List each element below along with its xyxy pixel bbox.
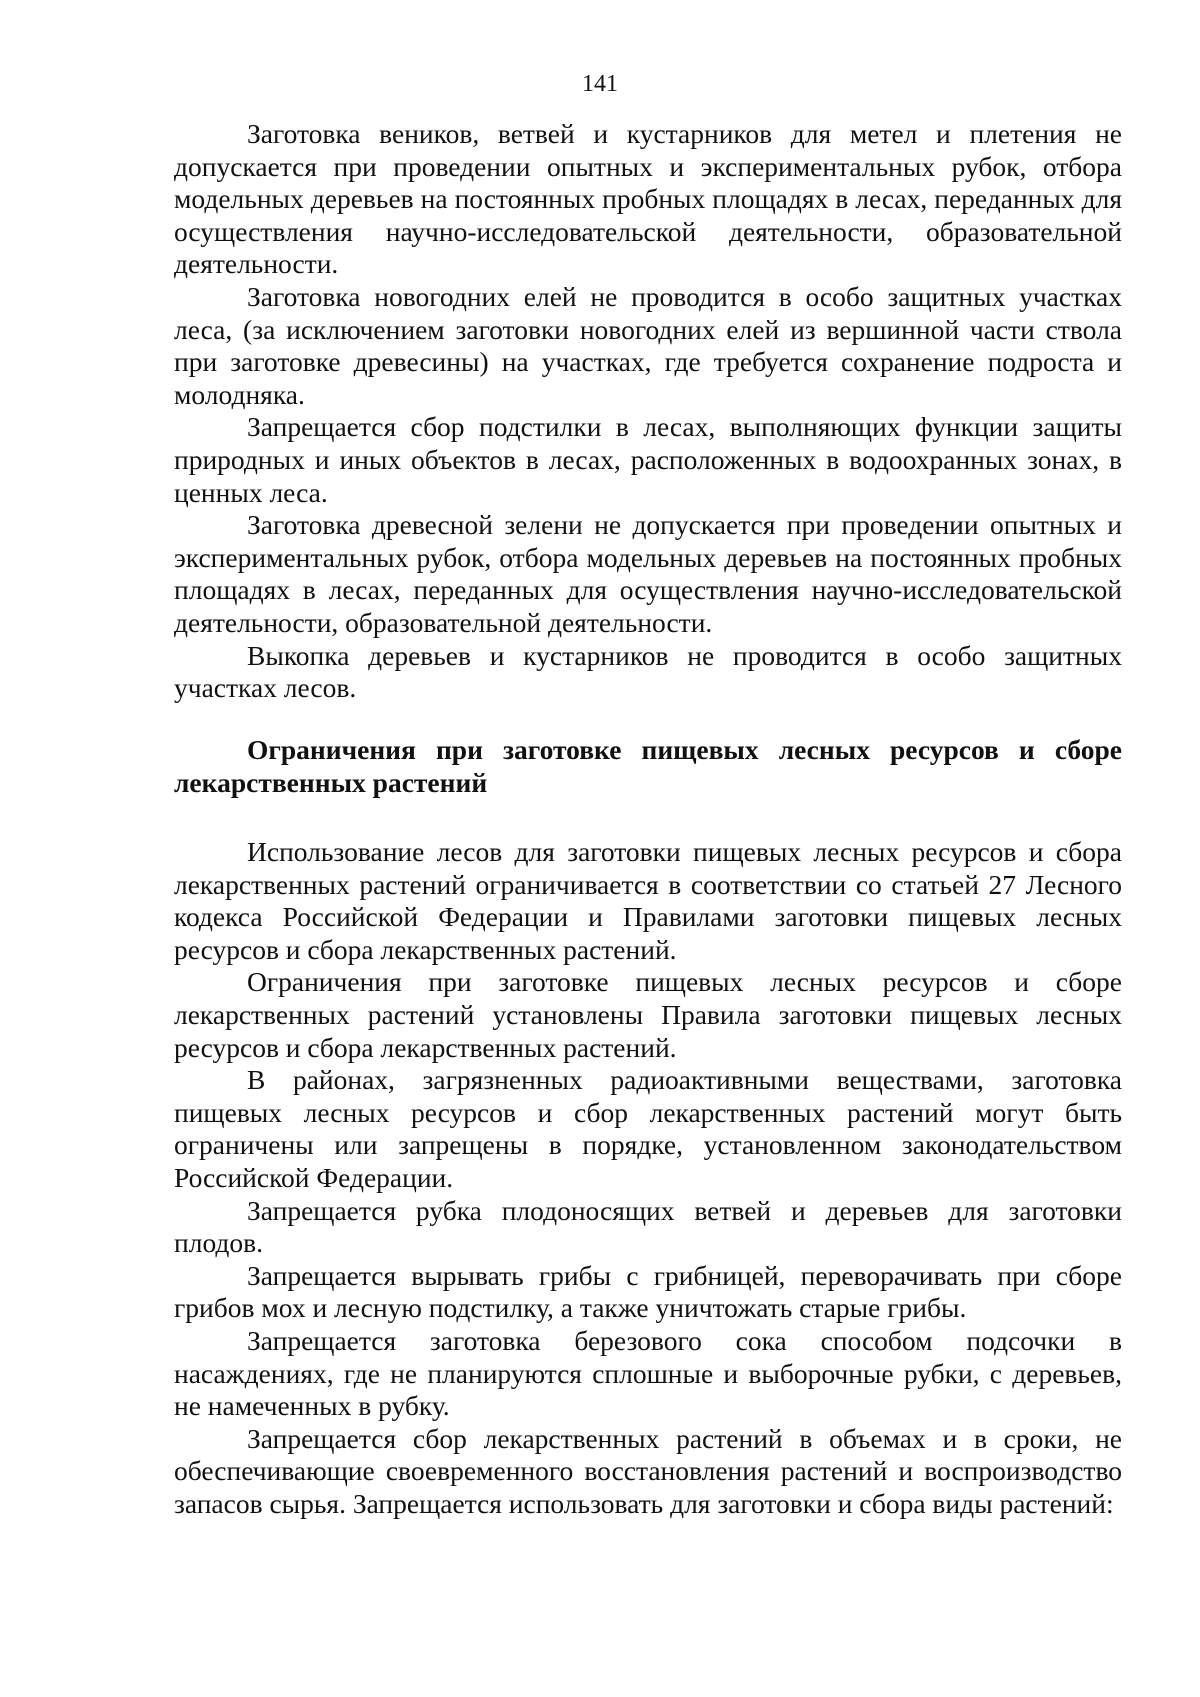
paragraph: Запрещается сбор подстилки в лесах, выполняющих функции защиты природных и иных объектов в лесах, расположенных в водоохранных зонах, в ценных леса. bbox=[174, 411, 1122, 508]
section-2-text bbox=[174, 836, 1122, 1520]
paragraph: Запрещается заготовка березового сока способом подсочки в насаждениях, где не планируются сплошные и выборочные рубки, с деревьев, не намеченных в рубку. bbox=[174, 1324, 1122, 1422]
paragraph: Использование лесов для заготовки пищевых лесных ресурсов и сбора лекарственных растений ограничивается в соответствии со статьей 27 Лесного кодекса Российской Федерации и Правилами заготовки пищевых лесных ресурсов и сбора лекарственных растений. bbox=[174, 836, 1122, 965]
paragraph: Запрещается сбор лекарственных растений в объемах и в сроки, не обеспечивающие своевременного восстановления растений и воспроизводство запасов сырья. Запрещается использовать для заготовки и сбора виды растений: bbox=[174, 1422, 1122, 1519]
paragraph: Запрещается рубка плодоносящих ветвей и деревьев для заготовки плодов. bbox=[174, 1194, 1122, 1259]
paragraph: Заготовка новогодних елей не проводится в особо защитных участках леса, (за исключением заготовки новогодних елей из вершинной части ствола при заготовке древесины) на участках, где требуется сохранение подроста и молодняка. bbox=[174, 280, 1122, 410]
paragraph: В районах, загрязненных радиоактивными веществами, заготовка пищевых лесных ресурсов и сбор лекарственных растений могут быть ограничены или запрещены в порядке, установленном законодательством Российской Федерации. bbox=[174, 1064, 1122, 1193]
paragraph: Заготовка веников, ветвей и кустарников для метел и плетения не допускается при проведении опытных и экспериментальных рубок, отбора модельных деревьев на постоянных пробных площадях в лесах, переданных для осуществления научно-исследовательской деятельности, образовательной деятельности. bbox=[174, 118, 1122, 280]
paragraph: Заготовка древесной зелени не допускается при проведении опытных и экспериментальных рубок, отбора модельных деревьев на постоянных пробных площадях в лесах, переданных для осуществления научно-исследовательской деятельности, образовательной деятельности. bbox=[174, 509, 1122, 638]
paragraph: Выкопка деревьев и кустарников не проводится в особо защитных участках лесов. bbox=[174, 639, 1122, 704]
section-heading: Ограничения при заготовке пищевых лесных ресурсов и сборе лекарственных растений bbox=[174, 734, 1122, 798]
paragraph: Ограничения при заготовке пищевых лесных ресурсов и сборе лекарственных растений установлены Правила заготовки пищевых лесных ресурсов и сбора лекарственных растений. bbox=[174, 966, 1122, 1063]
page-number: 141 bbox=[582, 71, 618, 97]
section-1-text bbox=[174, 118, 1122, 705]
paragraph: Запрещается вырывать грибы с грибницей, переворачивать при сборе грибов мох и лесную подстилку, а также уничтожать старые грибы. bbox=[174, 1259, 1122, 1324]
